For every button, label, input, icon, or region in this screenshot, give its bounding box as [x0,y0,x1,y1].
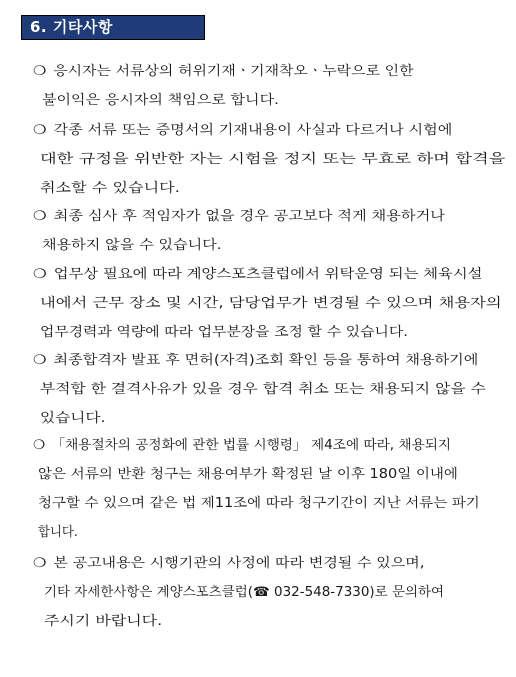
notice-text: 내에서 근무 장소 및 시간, 담당업무가 변경될 수 있으며 채용자의 [40,296,502,311]
bullet-icon: ❍ [33,556,47,571]
notice-text: 채용하지 않을 수 있습니다. [42,238,222,253]
bullet-icon: ❍ [33,353,47,368]
bullet-icon: ❍ [33,64,47,79]
notice-text: 청구할 수 있으며 같은 법 제11조에 따라 청구기간이 지난 서류는 파기 [38,496,480,511]
notice-line [33,209,445,225]
notice-text: 취소할 수 있습니다. [40,181,180,196]
notice-line [33,267,482,283]
bullet-icon: ❍ [33,438,46,453]
notice-text: 불이익은 응시자의 책임으로 합니다. [42,93,279,108]
notice-text: 업무경력과 역량에 따라 업무분장을 조정 할 수 있습니다. [40,325,408,340]
notice-text: 않은 서류의 반환 청구는 채용여부가 확정된 날 이후 180일 이내에 [38,467,458,482]
bullet-icon: ❍ [33,267,47,282]
notice-line [40,382,486,398]
bullet-icon: ❍ [33,209,47,224]
notice-text: 본 공고내용은 시행기관의 사정에 따라 변경될 수 있으며, [53,556,425,571]
notice-text: 최종 심사 후 적임자가 없을 경우 공고보다 적게 채용하거나 [53,209,445,224]
notice-line [42,93,279,109]
notice-text: 부적합 한 결격사유가 있을 경우 합격 취소 또는 채용되지 않을 수 [40,382,486,397]
section-title: 6. 기타사항 [21,15,205,40]
notice-text: 기타 자세한사항은 계양스포츠클럽(☎ 032-548-7330)로 문의하여 [44,585,445,600]
notice-text: 업무상 필요에 따라 계양스포츠클럽에서 위탁운영 되는 체육시설 [53,267,483,282]
notice-line [44,585,444,601]
notice-text: 최종합격자 발표 후 면허(자격)조회 확인 등을 통하여 채용하기에 [53,353,479,368]
notice-line [33,123,452,139]
notice-line [42,238,222,254]
notice-line [38,467,458,483]
notice-line [33,353,478,369]
notice-text: 합니다. [38,525,78,540]
notice-text: 주시기 바랍니다. [44,614,163,629]
notice-line [38,496,480,512]
notice-line [40,296,502,312]
notice-line [44,614,162,630]
notice-line [38,525,78,541]
notice-line [40,411,105,427]
notice-line [40,181,180,197]
notice-line [40,152,505,168]
bullet-icon: ❍ [33,123,47,138]
notice-line [33,64,414,80]
notice-line [33,556,425,572]
notice-text: 응시자는 서류상의 허위기재ㆍ기재착오ㆍ누락으로 인한 [53,64,414,79]
notice-text: 대한 규정을 위반한 자는 시험을 정지 또는 무효로 하며 합격을 [40,152,506,167]
notice-line [33,438,451,454]
notice-text: 각종 서류 또는 증명서의 기재내용이 사실과 다르거나 시험에 [53,123,453,138]
notice-text: 「채용절차의 공정화에 관한 법률 시행령」 제4조에 따라, 채용되지 [51,438,452,453]
notice-text: 있습니다. [40,411,106,426]
notice-line [40,325,408,341]
